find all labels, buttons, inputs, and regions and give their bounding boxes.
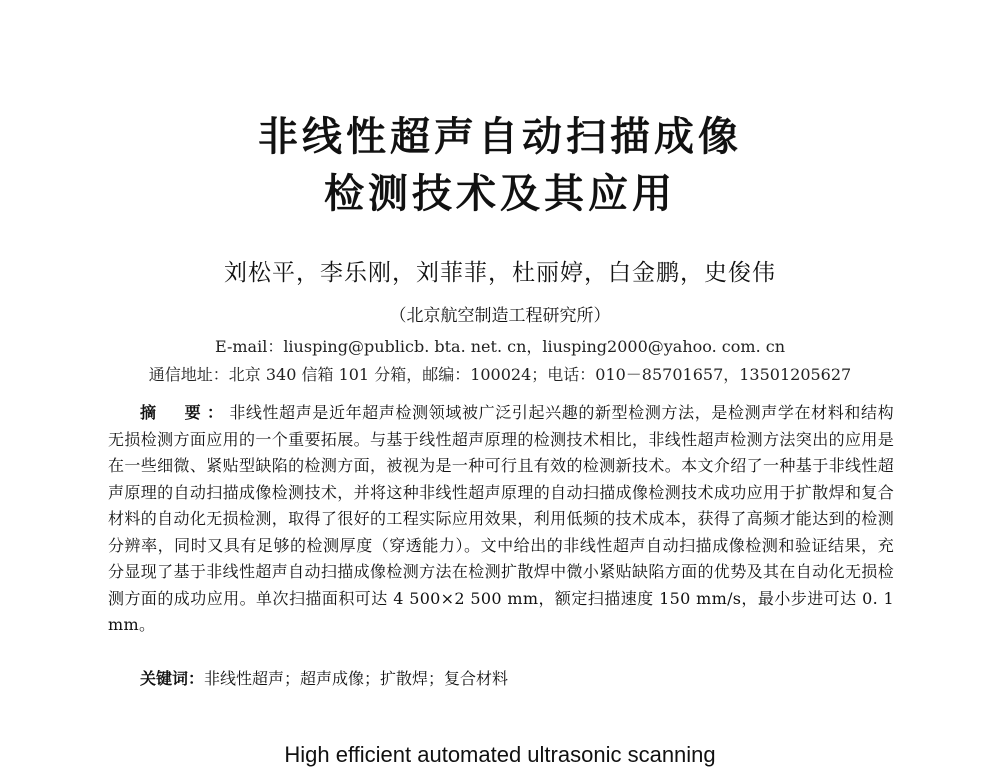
english-title-partial: High efficient automated ultrasonic scanning — [284, 742, 716, 767]
keywords-label: 关键词： — [140, 669, 205, 688]
paper-title-line-2: 检测技术及其应用 — [324, 171, 676, 217]
abstract-text: 非线性超声是近年超声检测领域被广泛引起兴趣的新型检测方法，是检测声学在材料和结构无损检测方面应用的一个重要拓展。与基于线性超声原理的检测技术相比，非线性超声检测方法突出的应用是在一些细微、紧贴型缺陷的检测方面，被视为是一种可行且有效的检测新技术。本文介绍了一种基于非线性超声原理的自动扫描成像检测技术，并将这种非线性超声原理的自动扫描成像检测技术成功应用于扩散焊和复合材料的自动化无损检测，取得了很好的工程实际应用效果，利用低频的技术成本，获得了高频才能达到的检测分辨率，同时又具有足够的检测厚度（穿透能力）。文中给出的非线性超声自动扫描成像检测和验证结果，充分显现了基于非线性超声自动扫描成像检测方法在检测扩散焊中微小紧贴缺陷方面的优势及其在自动化无损检测方面的成功应用。单次扫描面积可达 4 500×2 500 mm，额定扫描速度 150 mm/s，最小步进可达 0. 1 mm。 — [108, 403, 894, 634]
paper-title-line-1: 非线性超声自动扫描成像 — [258, 114, 742, 160]
affiliation: （北京航空制造工程研究所） — [389, 306, 611, 326]
keywords-text: 非线性超声；超声成像；扩散焊；复合材料 — [204, 669, 509, 688]
address-line: 通信地址：北京 340 信箱 101 分箱，邮编：100024；电话：010－85701657，13501205627 — [148, 365, 852, 384]
keywords-line — [140, 666, 508, 692]
abstract-paragraph — [108, 400, 894, 639]
author-list: 刘松平，李乐刚，刘菲菲，杜丽婷，白金鹏，史俊伟 — [224, 260, 776, 286]
abstract-label: 摘 要： — [140, 403, 230, 422]
email-line: E-mail：liusping@publicb. bta. net. cn，liusping2000@yahoo. com. cn — [214, 337, 786, 356]
